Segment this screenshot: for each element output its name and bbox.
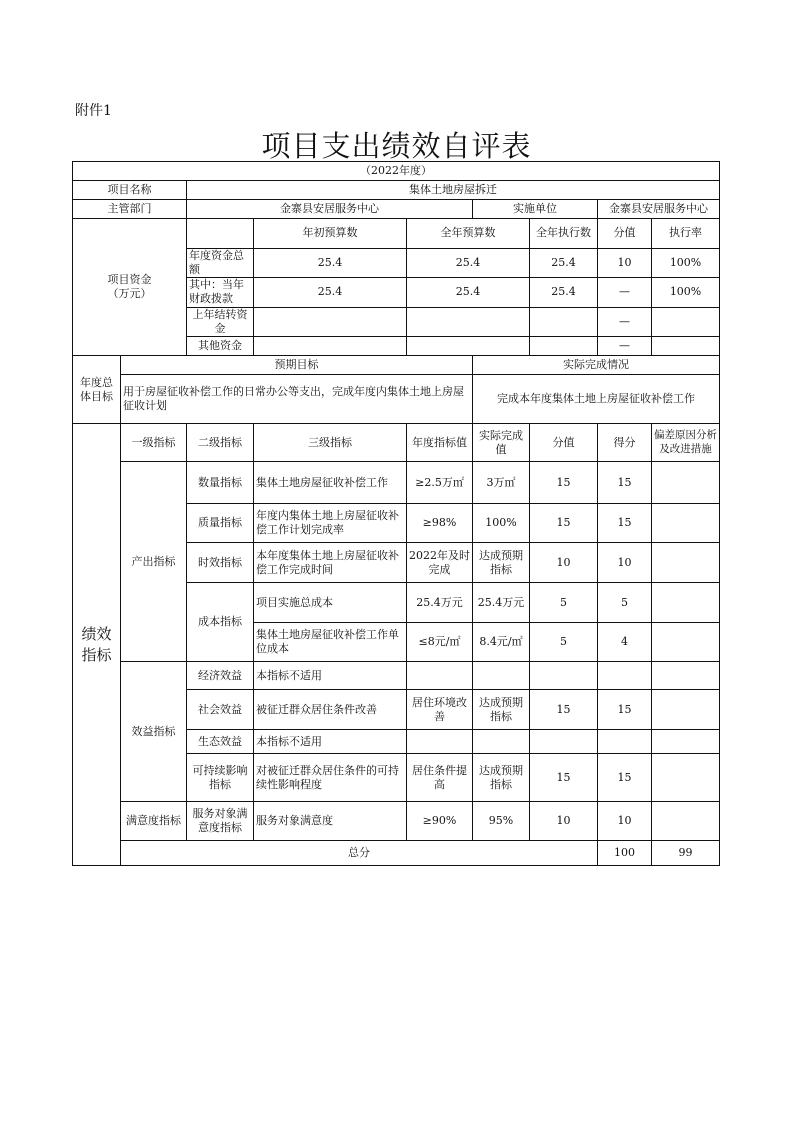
indicator-note [652, 662, 720, 690]
social-benefit-label: 社会效益 [187, 690, 254, 730]
indicator-target: 25.4万元 [407, 583, 473, 623]
indicator-target: 2022年及时完成 [407, 543, 473, 583]
perf-header-l1: 一级指标 [121, 424, 187, 462]
funds-row-name: 其他资金 [187, 337, 254, 356]
funds-row-init [254, 307, 407, 337]
indicator-score [598, 662, 652, 690]
benefit-indicators-label: 效益指标 [121, 662, 187, 802]
funds-row-init [254, 337, 407, 356]
indicator-actual: 达成预期指标 [473, 543, 530, 583]
dept-label: 主管部门 [73, 200, 187, 219]
service-satisfaction-label: 服务对象满意度指标 [187, 802, 254, 841]
project-name-value: 集体土地房屋拆迁 [187, 181, 720, 200]
indicator-note [652, 623, 720, 662]
total-score: 99 [652, 841, 720, 866]
indicator-score: 15 [598, 462, 652, 504]
indicator-score: 5 [598, 583, 652, 623]
cost-indicator-label: 成本指标 [187, 583, 254, 662]
impl-unit-label: 实施单位 [473, 200, 598, 219]
actual-result-header: 实际完成情况 [473, 356, 720, 375]
funds-row-init: 25.4 [254, 248, 407, 278]
indicator-score-val: 15 [530, 504, 598, 543]
indicator-target: 居住条件提高 [407, 754, 473, 802]
indicator-actual [473, 730, 530, 754]
annual-goal-label: 年度总体目标 [73, 356, 121, 424]
funds-row-full: 25.4 [407, 248, 530, 278]
project-name-label: 项目名称 [73, 181, 187, 200]
total-label: 总分 [121, 841, 598, 866]
indicator-target [407, 730, 473, 754]
indicator-note [652, 543, 720, 583]
quantity-indicator-label: 数量指标 [187, 462, 254, 504]
funds-header-exec: 全年执行数 [530, 219, 598, 249]
indicator-score: 4 [598, 623, 652, 662]
attachment-label: 附件1 [75, 103, 112, 119]
indicator-score: 15 [598, 690, 652, 730]
indicator-actual: 3万㎡ [473, 462, 530, 504]
indicator-score: 10 [598, 543, 652, 583]
indicator-l3: 对被征迁群众居住条件的可持续性影响程度 [254, 754, 407, 802]
indicator-note [652, 690, 720, 730]
indicator-score-val [530, 730, 598, 754]
funds-row-name: 其中：当年财政拨款 [187, 278, 254, 308]
indicator-target: ≥90% [407, 802, 473, 841]
funds-row-score-val: — [598, 337, 652, 356]
timeliness-indicator-label: 时效指标 [187, 543, 254, 583]
indicator-target [407, 662, 473, 690]
funds-label-line1: 项目资金 [107, 272, 152, 286]
funds-row-exec: 25.4 [530, 248, 598, 278]
indicator-score-val: 15 [530, 690, 598, 730]
funds-row-rate [652, 307, 720, 337]
funds-row-exec [530, 337, 598, 356]
perf-header-score-val: 分值 [530, 424, 598, 462]
indicator-score-val: 5 [530, 583, 598, 623]
perf-header-l3: 三级指标 [254, 424, 407, 462]
indicator-target: ≤8元/㎡ [407, 623, 473, 662]
perf-header-note: 偏差原因分析及改进措施 [652, 424, 720, 462]
funds-header-score-val: 分值 [598, 219, 652, 249]
perf-header-target: 年度指标值 [407, 424, 473, 462]
indicator-l3: 年度内集体土地上房屋征收补偿工作计划完成率 [254, 504, 407, 543]
indicator-actual: 8.4元/㎡ [473, 623, 530, 662]
indicator-score: 10 [598, 802, 652, 841]
indicator-score-val: 15 [530, 462, 598, 504]
funds-row-exec: 25.4 [530, 278, 598, 308]
indicator-target: 居住环境改善 [407, 690, 473, 730]
total-score-val: 100 [598, 841, 652, 866]
sustainable-impact-label: 可持续影响指标 [187, 754, 254, 802]
indicator-actual: 达成预期指标 [473, 754, 530, 802]
ecological-benefit-label: 生态效益 [187, 730, 254, 754]
dept-value: 金寨县安居服务中心 [187, 200, 473, 219]
funds-label [73, 219, 187, 356]
funds-row-full: 25.4 [407, 278, 530, 308]
indicator-l3: 本年度集体土地上房屋征收补偿工作完成时间 [254, 543, 407, 583]
indicator-target: ≥98% [407, 504, 473, 543]
funds-row-full [407, 337, 530, 356]
total-row [73, 841, 720, 866]
indicator-note [652, 754, 720, 802]
indicator-l3: 被征迁群众居住条件改善 [254, 690, 407, 730]
indicator-score-val: 10 [530, 543, 598, 583]
satisfaction-indicators-label: 满意度指标 [121, 802, 187, 841]
funds-header-full: 全年预算数 [407, 219, 530, 249]
funds-header-rate: 执行率 [652, 219, 720, 249]
perf-indicators-label: 绩效指标 [73, 424, 121, 866]
indicator-actual [473, 662, 530, 690]
indicator-score-val: 10 [530, 802, 598, 841]
funds-row-rate: 100% [652, 278, 720, 308]
table-row [73, 462, 720, 504]
perf-header-actual: 实际完成值 [473, 424, 530, 462]
indicator-score: 15 [598, 754, 652, 802]
indicator-score [598, 730, 652, 754]
table-row [73, 662, 720, 690]
funds-row-full [407, 307, 530, 337]
indicator-score-val [530, 662, 598, 690]
indicator-score-val: 5 [530, 623, 598, 662]
page-title: 项目支出绩效自评表 [261, 129, 532, 163]
output-indicators-label: 产出指标 [121, 462, 187, 662]
indicator-note [652, 504, 720, 543]
funds-corner-cell [187, 219, 254, 249]
funds-row-score-val: 10 [598, 248, 652, 278]
indicator-target: ≥2.5万㎡ [407, 462, 473, 504]
indicator-l3: 本指标不适用 [254, 730, 407, 754]
indicator-note [652, 802, 720, 841]
indicator-actual: 100% [473, 504, 530, 543]
table-row [73, 802, 720, 841]
perf-header-l2: 二级指标 [187, 424, 254, 462]
funds-row-rate [652, 337, 720, 356]
quality-indicator-label: 质量指标 [187, 504, 254, 543]
funds-row-name: 年度资金总额 [187, 248, 254, 278]
funds-row-init: 25.4 [254, 278, 407, 308]
indicator-actual: 95% [473, 802, 530, 841]
evaluation-table [72, 161, 720, 866]
year-label: （2022年度） [73, 162, 720, 181]
indicator-l3: 项目实施总成本 [254, 583, 407, 623]
indicator-note [652, 730, 720, 754]
funds-label-line2: （万元） [107, 287, 152, 301]
indicator-actual: 达成预期指标 [473, 690, 530, 730]
funds-row-name: 上年结转资金 [187, 307, 254, 337]
funds-row-score-val: — [598, 307, 652, 337]
indicator-l3: 本指标不适用 [254, 662, 407, 690]
indicator-l3: 集体土地房屋征收补偿工作单位成本 [254, 623, 407, 662]
expected-goal-header: 预期目标 [121, 356, 473, 375]
indicator-actual: 25.4万元 [473, 583, 530, 623]
funds-header-init: 年初预算数 [254, 219, 407, 249]
impl-unit-value: 金寨县安居服务中心 [598, 200, 720, 219]
funds-row-rate: 100% [652, 248, 720, 278]
indicator-score: 15 [598, 504, 652, 543]
funds-row-score-val: — [598, 278, 652, 308]
perf-header-score: 得分 [598, 424, 652, 462]
actual-result-text: 完成本年度集体土地上房屋征收补偿工作 [473, 375, 720, 424]
expected-goal-text: 用于房屋征收补偿工作的日常办公等支出，完成年度内集体土地上房屋征收计划 [121, 375, 473, 424]
indicator-note [652, 462, 720, 504]
funds-row-exec [530, 307, 598, 337]
indicator-l3: 集体土地房屋征收补偿工作 [254, 462, 407, 504]
indicator-note [652, 583, 720, 623]
economic-benefit-label: 经济效益 [187, 662, 254, 690]
indicator-l3: 服务对象满意度 [254, 802, 407, 841]
indicator-score-val: 15 [530, 754, 598, 802]
